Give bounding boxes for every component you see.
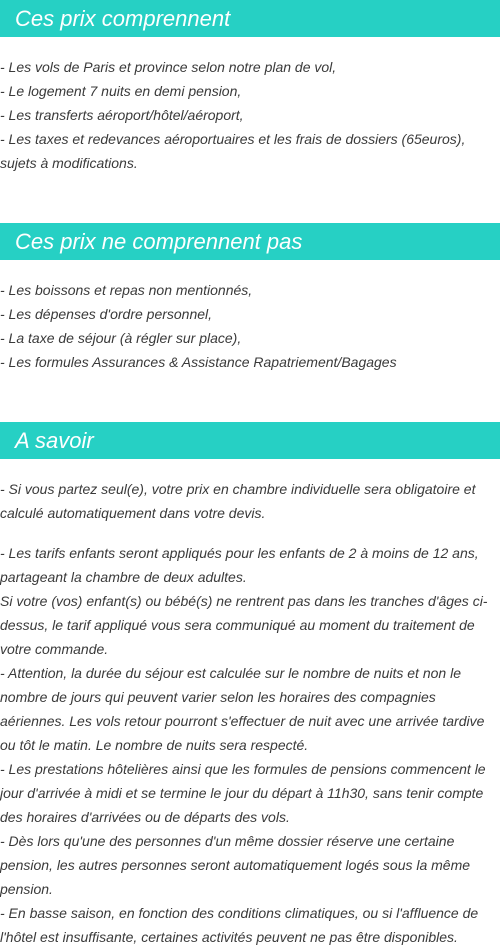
list-item: - La taxe de séjour (à régler sur place), (0, 330, 242, 346)
list-item: - Les transferts aéroport/hôtel/aéroport, (0, 107, 244, 123)
list-item: - Les formules Assurances & Assistance Rapatriement/Bagages (0, 354, 397, 370)
info-paragraph: - Si vous partez seul(e), votre prix en chambre individuelle sera obligatoire et calculé automatiquement dans votre devis. (0, 481, 476, 521)
section-title-info: A savoir (0, 422, 500, 459)
list-item: - Attention, la durée du séjour est calculée sur le nombre de nuits et non le nombre de jours qui peuvent varier selon les horaires des compagnies aériennes. Les vols retour pourront s'effectuer de nuit avec une arrivée tardive ou tôt le matin. Le nombre de nuits sera respecté. (0, 665, 485, 753)
list-item: - Les vols de Paris et province selon notre plan de vol, (0, 59, 337, 75)
info-paragraph-solo (0, 477, 500, 525)
list-item: Si votre (vos) enfant(s) ou bébé(s) ne rentrent pas dans les tranches d'âges ci-dessus, le tarif appliqué vous sera communiqué au moment du traitement de votre commande. (0, 593, 488, 657)
included-list (0, 55, 500, 175)
list-item: - Le logement 7 nuits en demi pension, (0, 83, 242, 99)
info-list (0, 541, 500, 949)
list-item: - Les boissons et repas non mentionnés, (0, 282, 253, 298)
list-item: - Les dépenses d'ordre personnel, (0, 306, 213, 322)
section-title-included: Ces prix comprennent (0, 0, 500, 37)
excluded-list (0, 278, 500, 374)
list-item: - Les taxes et redevances aéroportuaires et les frais de dossiers (65euros), sujets à modifications. (0, 131, 466, 171)
list-item: - Les tarifs enfants seront appliqués pour les enfants de 2 à moins de 12 ans, partageant la chambre de deux adultes. (0, 545, 479, 585)
list-item: - Dès lors qu'une des personnes d'un même dossier réserve une certaine pension, les autres personnes seront automatiquement logés sous la même pension. (0, 833, 471, 897)
list-item: - Les prestations hôtelières ainsi que les formules de pensions commencent le jour d'arrivée à midi et se termine le jour du départ à 11h30, sans tenir compte des horaires d'arrivées ou de départs des vols. (0, 761, 486, 825)
list-item: - En basse saison, en fonction des conditions climatiques, ou si l'affluence de l'hôtel est insuffisante, certaines activités peuvent ne pas être disponibles. (0, 905, 479, 945)
section-title-excluded: Ces prix ne comprennent pas (0, 223, 500, 260)
